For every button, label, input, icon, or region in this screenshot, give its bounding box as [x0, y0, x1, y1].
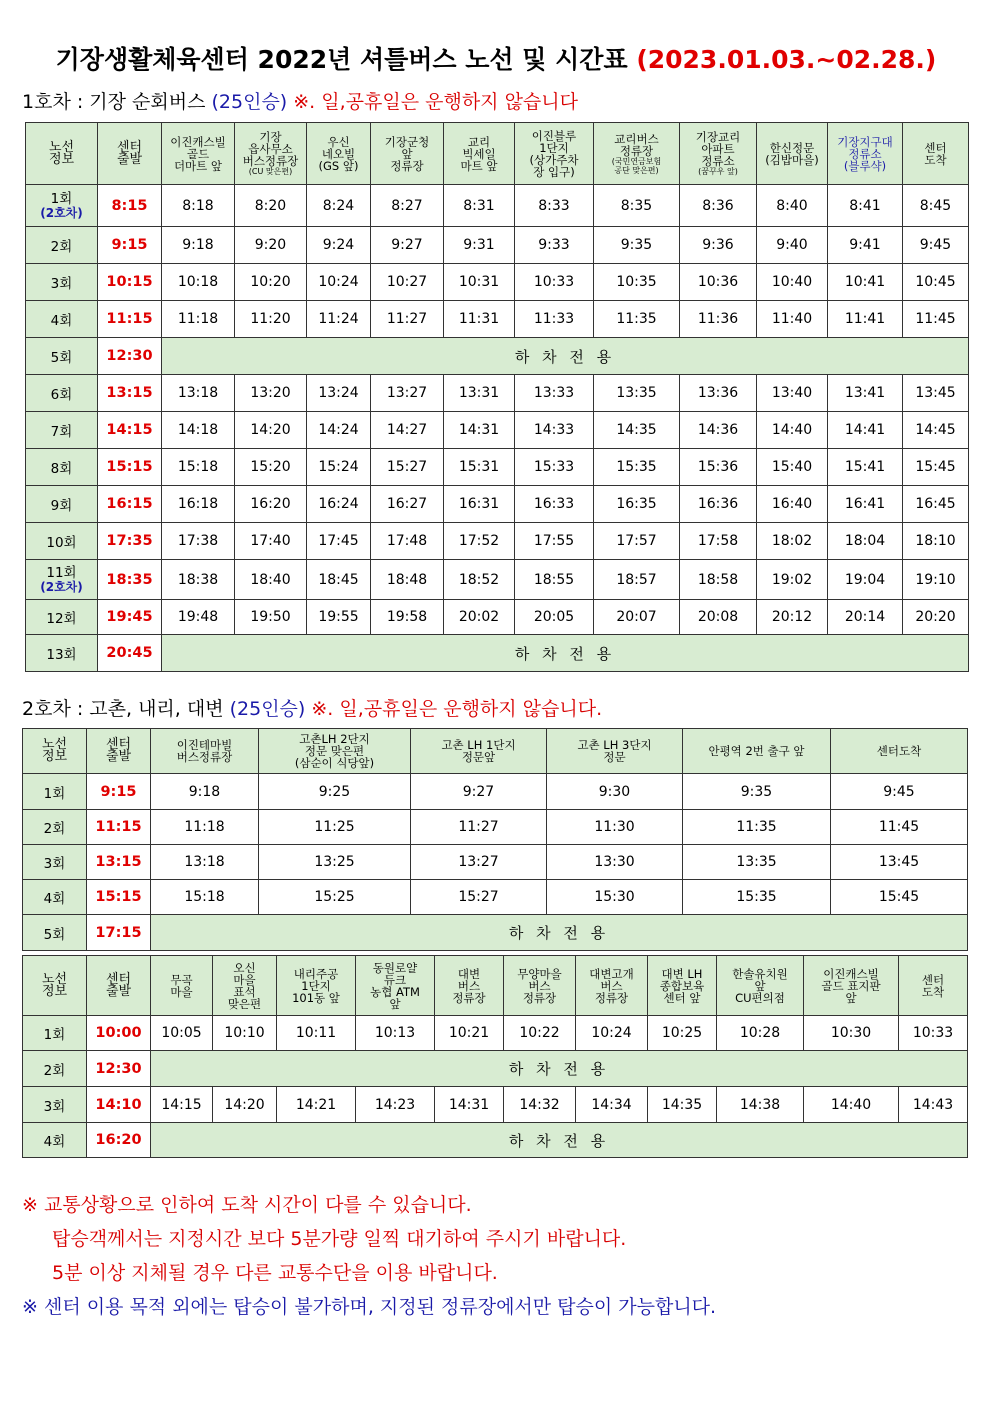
stop-time: 13:20 [235, 375, 307, 412]
stop-time: 15:20 [235, 449, 307, 486]
trip-label-note: (2호차) [40, 205, 83, 220]
note-boarding: ※ 센터 이용 목적 외에는 탑승이 불가하며, 지정된 정류장에서만 탑승이 가능합니다. [22, 1296, 717, 1318]
stop-time: 10:11 [277, 1016, 356, 1051]
stop-time: 15:35 [683, 880, 831, 915]
stop-time: 16:35 [594, 486, 680, 523]
stop-time: 13:40 [757, 375, 828, 412]
departure-time: 17:35 [98, 523, 162, 560]
table-row [26, 301, 969, 338]
stop-time: 10:20 [235, 264, 307, 301]
stop-time: 9:35 [594, 227, 680, 264]
column-header: 이진테마빌 버스정류장 [151, 729, 259, 774]
stop-time: 14:40 [804, 1087, 899, 1123]
car1-notice: ※. 일,공휴일은 운행하지 않습니다 [293, 91, 578, 113]
column-header: 동원로얄 듀크 농협 ATM 앞 [356, 956, 435, 1016]
stop-time: 14:21 [277, 1087, 356, 1123]
column-header: 한신정문 (김밥마을) [757, 123, 828, 185]
table-row [26, 227, 969, 264]
stop-time: 15:25 [259, 880, 411, 915]
stop-time: 11:41 [828, 301, 903, 338]
stop-time: 10:33 [515, 264, 594, 301]
trip-label: 2회 [23, 810, 87, 845]
stop-time: 9:45 [831, 774, 968, 810]
column-header: 교리 빅세일 마트 앞 [444, 123, 515, 185]
stop-time: 13:25 [259, 845, 411, 880]
stop-time: 13:36 [680, 375, 757, 412]
column-header: 고촌 LH 3단지 정문 [547, 729, 683, 774]
header-row [23, 956, 968, 1016]
car1-heading [22, 87, 578, 114]
stop-time: 10:28 [717, 1016, 804, 1051]
table-row [26, 412, 969, 449]
stop-time: 8:24 [307, 185, 371, 227]
column-header: 교리버스 정류장 (국민연금보험 공단 맞은편) [594, 123, 680, 185]
note-traffic: ※ 교통상황으로 인하여 도착 시간이 다를 수 있습니다. [22, 1194, 472, 1216]
departure-time: 14:10 [87, 1087, 151, 1123]
stop-time: 11:33 [515, 301, 594, 338]
stop-time: 8:35 [594, 185, 680, 227]
column-header: 무양마을 버스 정류장 [504, 956, 576, 1016]
stop-time: 18:57 [594, 560, 680, 600]
stop-time: 9:27 [371, 227, 444, 264]
stop-time: 13:27 [371, 375, 444, 412]
stop-time: 10:41 [828, 264, 903, 301]
trip-label: 6회 [26, 375, 98, 412]
stop-time: 8:20 [235, 185, 307, 227]
column-header: 이진캐스빌 골드 더마트 앞 [162, 123, 235, 185]
stop-time: 13:45 [831, 845, 968, 880]
stop-time: 19:10 [903, 560, 969, 600]
table-row [26, 523, 969, 560]
stop-time: 14:43 [899, 1087, 968, 1123]
stop-time: 13:33 [515, 375, 594, 412]
stop-time: 13:27 [411, 845, 547, 880]
column-header: 기장지구대 정류소 (블루샥) [828, 123, 903, 185]
stop-time: 16:20 [235, 486, 307, 523]
stop-time: 18:38 [162, 560, 235, 600]
header-row [26, 123, 969, 185]
departure-time: 10:00 [87, 1016, 151, 1051]
stop-time: 15:30 [547, 880, 683, 915]
stop-time: 13:24 [307, 375, 371, 412]
stop-time: 11:27 [411, 810, 547, 845]
column-header-note: (꿈꾸우 앞) [698, 167, 738, 176]
column-header: 센터 도착 [903, 123, 969, 185]
stop-time: 9:24 [307, 227, 371, 264]
departure-time: 15:15 [87, 880, 151, 915]
stop-time: 13:30 [547, 845, 683, 880]
departure-time: 8:15 [98, 185, 162, 227]
stop-time: 9:30 [547, 774, 683, 810]
departure-time: 15:15 [98, 449, 162, 486]
stop-time: 13:31 [444, 375, 515, 412]
stop-time: 11:36 [680, 301, 757, 338]
stop-time: 11:45 [903, 301, 969, 338]
stop-time: 10:18 [162, 264, 235, 301]
car2-capacity: (25인승) [229, 698, 306, 720]
car2-heading [22, 694, 602, 721]
table-row [23, 1016, 968, 1051]
stop-time: 19:58 [371, 600, 444, 635]
column-header: 노선 정보 [23, 729, 87, 774]
column-header-note: (국민연금보험 공단 맞은편) [611, 156, 662, 175]
stop-time: 16:36 [680, 486, 757, 523]
stop-time: 18:10 [903, 523, 969, 560]
table-row [26, 375, 969, 412]
stop-time: 19:02 [757, 560, 828, 600]
stop-time: 11:30 [547, 810, 683, 845]
column-header: 노선 정보 [26, 123, 98, 185]
stop-time: 14:32 [504, 1087, 576, 1123]
stop-time: 18:45 [307, 560, 371, 600]
stop-time: 14:31 [435, 1087, 504, 1123]
trip-label: 4회 [23, 1123, 87, 1158]
stop-time: 11:18 [151, 810, 259, 845]
stop-time: 9:41 [828, 227, 903, 264]
stop-time: 10:05 [151, 1016, 213, 1051]
car1-name: 1호차 : 기장 순회버스 [22, 91, 206, 113]
page-title [0, 40, 992, 76]
stop-time: 8:31 [444, 185, 515, 227]
departure-time: 12:30 [87, 1051, 151, 1087]
stop-time: 16:45 [903, 486, 969, 523]
column-header: 센터 출발 [87, 729, 151, 774]
column-header: 우신 네오빌 (GS 앞) [307, 123, 371, 185]
stop-time: 20:12 [757, 600, 828, 635]
stop-time: 10:27 [371, 264, 444, 301]
stop-time: 10:40 [757, 264, 828, 301]
stop-time: 9:25 [259, 774, 411, 810]
column-header: 대변 LH 종합보육 센터 앞 [648, 956, 717, 1016]
column-header: 고촌LH 2단지 정문 맞은편 (삼순이 식당앞) [259, 729, 411, 774]
stop-time: 14:27 [371, 412, 444, 449]
stop-time: 14:41 [828, 412, 903, 449]
stop-time: 11:40 [757, 301, 828, 338]
stop-time: 14:40 [757, 412, 828, 449]
departure-time: 16:20 [87, 1123, 151, 1158]
table-row [26, 635, 969, 672]
stop-time: 15:27 [411, 880, 547, 915]
column-header: 고촌 LH 1단지 정문앞 [411, 729, 547, 774]
stop-time: 18:04 [828, 523, 903, 560]
table-row [23, 915, 968, 951]
stop-time: 14:33 [515, 412, 594, 449]
departure-time: 13:15 [87, 845, 151, 880]
stop-time: 14:20 [213, 1087, 277, 1123]
stop-time: 9:33 [515, 227, 594, 264]
stop-time: 10:31 [444, 264, 515, 301]
stop-time: 20:14 [828, 600, 903, 635]
stop-time: 17:52 [444, 523, 515, 560]
trip-label: 4회 [26, 301, 98, 338]
table-row [23, 774, 968, 810]
stop-time: 15:27 [371, 449, 444, 486]
notes [22, 1188, 716, 1324]
stop-time: 9:20 [235, 227, 307, 264]
stop-time: 10:36 [680, 264, 757, 301]
stop-time: 17:58 [680, 523, 757, 560]
stop-time: 14:36 [680, 412, 757, 449]
stop-time: 11:35 [683, 810, 831, 845]
stop-time: 18:58 [680, 560, 757, 600]
stop-time: 11:25 [259, 810, 411, 845]
trip-label: 5회 [23, 915, 87, 951]
stop-time: 10:33 [899, 1016, 968, 1051]
stop-time: 9:45 [903, 227, 969, 264]
stop-time: 18:40 [235, 560, 307, 600]
stop-time: 16:27 [371, 486, 444, 523]
table-row [26, 600, 969, 635]
header-row [23, 729, 968, 774]
stop-time: 16:31 [444, 486, 515, 523]
stop-time: 17:48 [371, 523, 444, 560]
stop-time: 11:27 [371, 301, 444, 338]
column-header: 센터 출발 [98, 123, 162, 185]
table-row [26, 185, 969, 227]
table-row [23, 1123, 968, 1158]
stop-time: 9:40 [757, 227, 828, 264]
stop-time: 20:05 [515, 600, 594, 635]
departure-time: 19:45 [98, 600, 162, 635]
trip-label: 1회 [23, 1016, 87, 1051]
drop-off-only: 하 차 전 용 [151, 1051, 968, 1087]
stop-time: 10:25 [648, 1016, 717, 1051]
stop-time: 8:41 [828, 185, 903, 227]
stop-time: 20:20 [903, 600, 969, 635]
stop-time: 18:52 [444, 560, 515, 600]
stop-time: 8:18 [162, 185, 235, 227]
stop-time: 9:36 [680, 227, 757, 264]
column-header: 센터도착 [831, 729, 968, 774]
stop-time: 9:18 [151, 774, 259, 810]
stop-time: 10:13 [356, 1016, 435, 1051]
column-header: 노선 정보 [23, 956, 87, 1016]
stop-time: 15:36 [680, 449, 757, 486]
column-header: 대변 버스 정류장 [435, 956, 504, 1016]
column-header: 무곡 마을 [151, 956, 213, 1016]
trip-label: 13회 [26, 635, 98, 672]
drop-off-only: 하 차 전 용 [151, 1123, 968, 1158]
trip-label: 2회 [26, 227, 98, 264]
trip-label: 5회 [26, 338, 98, 375]
departure-time: 18:35 [98, 560, 162, 600]
stop-time: 13:45 [903, 375, 969, 412]
trip-label: 1회 [23, 774, 87, 810]
stop-time: 11:20 [235, 301, 307, 338]
stop-time: 15:45 [831, 880, 968, 915]
trip-label: 3회 [23, 1087, 87, 1123]
stop-time: 14:38 [717, 1087, 804, 1123]
departure-time: 13:15 [98, 375, 162, 412]
stop-time: 19:50 [235, 600, 307, 635]
stop-time: 15:18 [151, 880, 259, 915]
stop-time: 8:27 [371, 185, 444, 227]
table-row [26, 449, 969, 486]
drop-off-only: 하 차 전 용 [162, 635, 969, 672]
stop-time: 8:36 [680, 185, 757, 227]
column-header-note: (CU 맞은편) [248, 167, 293, 176]
stop-time: 19:55 [307, 600, 371, 635]
stop-time: 14:34 [576, 1087, 648, 1123]
stop-time: 8:40 [757, 185, 828, 227]
stop-time: 13:41 [828, 375, 903, 412]
column-header: 이진캐스빌 골드 표지판 앞 [804, 956, 899, 1016]
stop-time: 10:10 [213, 1016, 277, 1051]
note-wait-early: 탑승객께서는 지정시간 보다 5분가량 일찍 대기하여 주시기 바랍니다. [52, 1228, 627, 1250]
stop-time: 9:31 [444, 227, 515, 264]
stop-time: 20:08 [680, 600, 757, 635]
car2-timetable-b [22, 955, 968, 1158]
table-row [26, 486, 969, 523]
stop-time: 15:18 [162, 449, 235, 486]
trip-label: 2회 [23, 1051, 87, 1087]
drop-off-only: 하 차 전 용 [151, 915, 968, 951]
column-header: 센터 출발 [87, 956, 151, 1016]
stop-time: 10:24 [576, 1016, 648, 1051]
stop-time: 15:35 [594, 449, 680, 486]
stop-time: 16:24 [307, 486, 371, 523]
column-header: 대변고개 버스 정류장 [576, 956, 648, 1016]
stop-time: 14:24 [307, 412, 371, 449]
stop-time: 10:22 [504, 1016, 576, 1051]
stop-time: 15:33 [515, 449, 594, 486]
stop-time: 14:15 [151, 1087, 213, 1123]
car1-capacity: (25인승) [211, 91, 288, 113]
stop-time: 15:45 [903, 449, 969, 486]
trip-label: 11회 (2호차) [26, 560, 98, 600]
column-header: 이진블루 1단지 (상가주차 장 입구) [515, 123, 594, 185]
stop-time: 10:45 [903, 264, 969, 301]
stop-time: 13:35 [683, 845, 831, 880]
trip-label: 8회 [26, 449, 98, 486]
departure-time: 14:15 [98, 412, 162, 449]
stop-time: 18:02 [757, 523, 828, 560]
stop-time: 19:48 [162, 600, 235, 635]
stop-time: 15:40 [757, 449, 828, 486]
stop-time: 15:24 [307, 449, 371, 486]
stop-time: 11:18 [162, 301, 235, 338]
trip-label: 1회 (2호차) [26, 185, 98, 227]
trip-label: 9회 [26, 486, 98, 523]
stop-time: 8:33 [515, 185, 594, 227]
trip-label: 10회 [26, 523, 98, 560]
stop-time: 10:30 [804, 1016, 899, 1051]
column-header: 기장교리 아파트 정류소 (꿈꾸우 앞) [680, 123, 757, 185]
stop-time: 17:57 [594, 523, 680, 560]
stop-time: 16:18 [162, 486, 235, 523]
stop-time: 13:18 [162, 375, 235, 412]
table-row [23, 1051, 968, 1087]
stop-time: 14:18 [162, 412, 235, 449]
column-header: 안평역 2번 출구 앞 [683, 729, 831, 774]
stop-time: 19:04 [828, 560, 903, 600]
stop-time: 14:20 [235, 412, 307, 449]
stop-time: 11:31 [444, 301, 515, 338]
car1-timetable [25, 122, 969, 672]
title-main: 기장생활체육센터 2022년 셔틀버스 노선 및 시간표 [55, 45, 628, 74]
trip-label: 3회 [23, 845, 87, 880]
table-row [26, 264, 969, 301]
trip-label: 12회 [26, 600, 98, 635]
departure-time: 10:15 [98, 264, 162, 301]
stop-time: 17:38 [162, 523, 235, 560]
stop-time: 14:35 [594, 412, 680, 449]
stop-time: 15:41 [828, 449, 903, 486]
stop-time: 16:33 [515, 486, 594, 523]
car2-notice: ※. 일,공휴일은 운행하지 않습니다. [311, 698, 603, 720]
column-header: 내리주공 1단지 101동 앞 [277, 956, 356, 1016]
table-row [26, 560, 969, 600]
departure-time: 9:15 [87, 774, 151, 810]
stop-time: 10:24 [307, 264, 371, 301]
column-header: 오신 마을 표석 맞은편 [213, 956, 277, 1016]
table-row [26, 338, 969, 375]
stop-time: 10:35 [594, 264, 680, 301]
stop-time: 13:35 [594, 375, 680, 412]
stop-time: 16:40 [757, 486, 828, 523]
stop-time: 20:02 [444, 600, 515, 635]
departure-time: 20:45 [98, 635, 162, 672]
departure-time: 9:15 [98, 227, 162, 264]
trip-label-note: (2호차) [40, 579, 83, 594]
stop-time: 17:55 [515, 523, 594, 560]
car2-name: 2호차 : 고촌, 내리, 대변 [22, 698, 224, 720]
departure-time: 11:15 [87, 810, 151, 845]
column-header: 기장 읍사무소 버스정류장 (CU 맞은편) [235, 123, 307, 185]
stop-time: 10:21 [435, 1016, 504, 1051]
column-header: 센터 도착 [899, 956, 968, 1016]
table-row [23, 880, 968, 915]
title-period: (2023.01.03.~02.28.) [636, 45, 937, 74]
column-header: 한솔유치원 앞 CU편의점 [717, 956, 804, 1016]
trip-label: 4회 [23, 880, 87, 915]
car2-timetable-a [22, 728, 968, 951]
departure-time: 17:15 [87, 915, 151, 951]
stop-time: 9:35 [683, 774, 831, 810]
table-row [23, 845, 968, 880]
stop-time: 9:27 [411, 774, 547, 810]
table-row [23, 810, 968, 845]
drop-off-only: 하 차 전 용 [162, 338, 969, 375]
stop-time: 11:45 [831, 810, 968, 845]
stop-time: 8:45 [903, 185, 969, 227]
stop-time: 14:31 [444, 412, 515, 449]
stop-time: 14:45 [903, 412, 969, 449]
stop-time: 18:55 [515, 560, 594, 600]
stop-time: 13:18 [151, 845, 259, 880]
departure-time: 16:15 [98, 486, 162, 523]
stop-time: 16:41 [828, 486, 903, 523]
departure-time: 11:15 [98, 301, 162, 338]
stop-time: 17:45 [307, 523, 371, 560]
stop-time: 14:23 [356, 1087, 435, 1123]
stop-time: 11:35 [594, 301, 680, 338]
stop-time: 18:48 [371, 560, 444, 600]
trip-label: 7회 [26, 412, 98, 449]
table-row [23, 1087, 968, 1123]
departure-time: 12:30 [98, 338, 162, 375]
stop-time: 14:35 [648, 1087, 717, 1123]
stop-time: 17:40 [235, 523, 307, 560]
stop-time: 11:24 [307, 301, 371, 338]
trip-label: 3회 [26, 264, 98, 301]
note-delay: 5분 이상 지체될 경우 다른 교통수단을 이용 바랍니다. [52, 1262, 498, 1284]
stop-time: 20:07 [594, 600, 680, 635]
column-header: 기장군청 앞 정류장 [371, 123, 444, 185]
stop-time: 9:18 [162, 227, 235, 264]
stop-time: 15:31 [444, 449, 515, 486]
